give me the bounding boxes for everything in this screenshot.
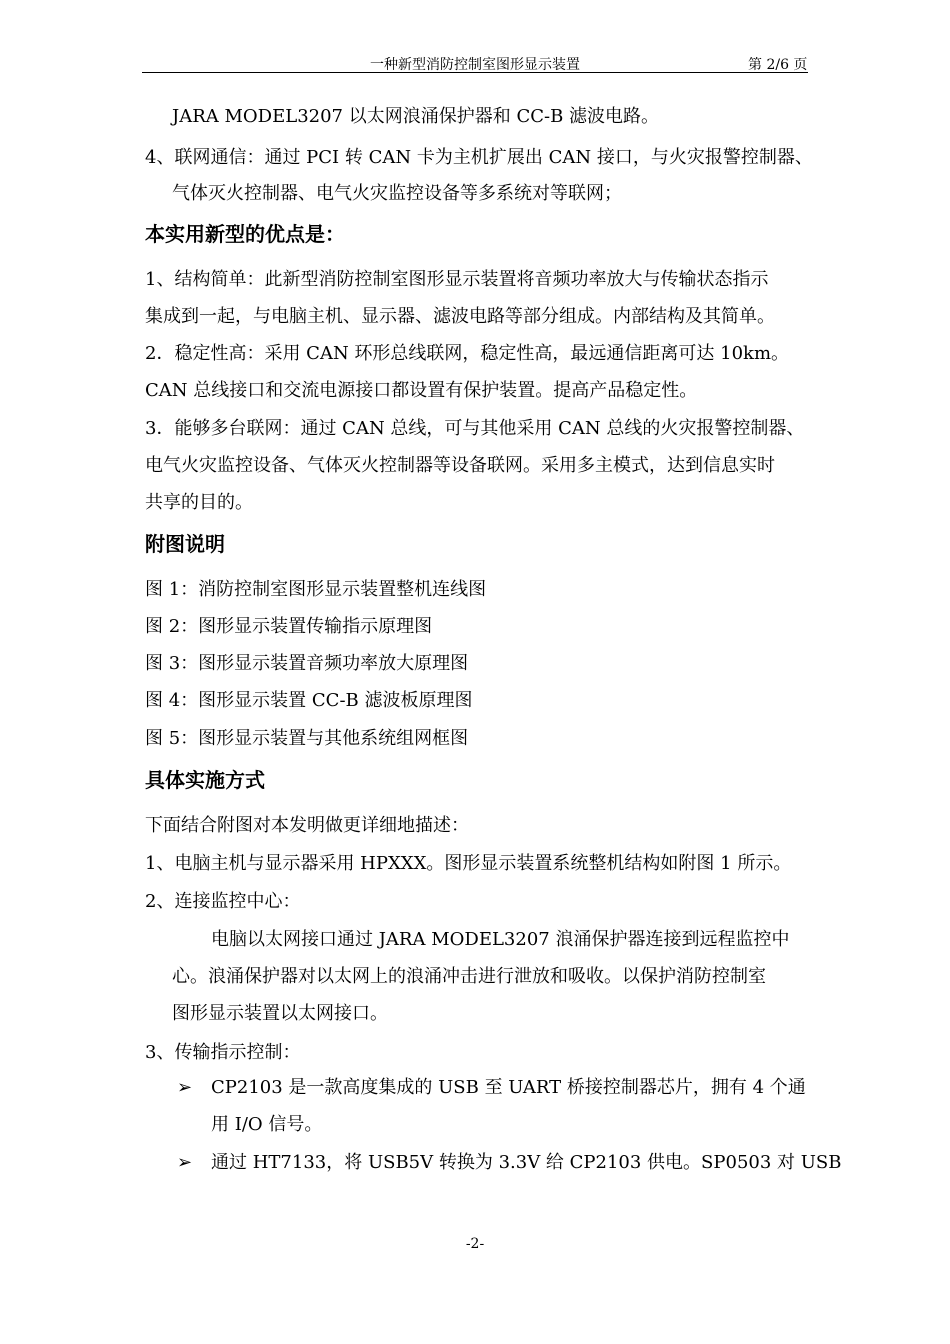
bullet-1-line-1: CP2103 是一款高度集成的 USB 至 UART 桥接控制器芯片，拥有 4 个通 [211,1077,806,1098]
step-2-para-line-2: 心。浪涌保护器对以太网上的浪涌冲击进行泄放和吸收。以保护消防控制室 [172,966,766,987]
advantage-1-line-1: 1、结构简单：此新型消防控制室图形显示装置将音频功率放大与传输状态指示 [145,269,769,290]
implementation-heading: 具体实施方式 [145,768,265,792]
figure-caption-1: 图 1：消防控制室图形显示装置整机连线图 [145,579,487,600]
step-2-para-line-1: 电脑以太网接口通过 JARA MODEL3207 浪涌保护器连接到远程监控中 [211,929,790,950]
advantages-heading: 本实用新型的优点是： [145,222,345,246]
advantage-3-line-2: 电气火灾监控设备、气体灭火控制器等设备联网。采用多主模式，达到信息实时 [145,455,775,476]
step-2: 2、连接监控中心： [145,891,301,912]
footer-page-number: -2- [465,1236,485,1252]
intro-tail-line: JARA MODEL3207 以太网浪涌保护器和 CC-B 滤波电路。 [172,106,660,127]
step-1: 1、电脑主机与显示器采用 HPXXX。图形显示装置系统整机结构如附图 1 所示。 [145,853,792,874]
figure-caption-3: 图 3：图形显示装置音频功率放大原理图 [145,653,469,674]
header-divider [142,72,808,73]
item4-line-2: 气体灭火控制器、电气火灾监控设备等多系统对等联网； [172,183,622,204]
figures-heading: 附图说明 [145,532,225,556]
implementation-intro: 下面结合附图对本发明做更详细地描述： [145,815,469,836]
item4-line-1: 4、联网通信：通过 PCI 转 CAN 卡为主机扩展出 CAN 接口，与火灾报警控制器、 [145,147,813,168]
figure-caption-2: 图 2：图形显示装置传输指示原理图 [145,616,433,637]
header-page-number: 第 2/6 页 [748,57,808,73]
figure-caption-5: 图 5：图形显示装置与其他系统组网框图 [145,728,469,749]
bullet-1-line-2: 用 I/O 信号。 [211,1114,323,1135]
bullet-arrow-icon: ➢ [177,1077,193,1098]
step-2-para-line-3: 图形显示装置以太网接口。 [172,1003,388,1024]
advantage-2-line-2: CAN 总线接口和交流电源接口都设置有保护装置。提高产品稳定性。 [145,380,698,401]
bullet-2-line-1: 通过 HT7133，将 USB5V 转换为 3.3V 给 CP2103 供电。SP0503 对 USB [211,1152,842,1173]
advantage-3-line-3: 共享的目的。 [145,492,253,513]
header-title: 一种新型消防控制室图形显示装置 [370,57,580,73]
bullet-arrow-icon: ➢ [177,1152,193,1173]
advantage-3-line-1: 3．能够多台联网：通过 CAN 总线，可与其他采用 CAN 总线的火灾报警控制器、 [145,418,805,439]
step-3: 3、传输指示控制： [145,1042,301,1063]
figure-caption-4: 图 4：图形显示装置 CC-B 滤波板原理图 [145,690,473,711]
advantage-2-line-1: 2．稳定性高：采用 CAN 环形总线联网，稳定性高，最远通信距离可达 10km。 [145,343,790,364]
advantage-1-line-2: 集成到一起，与电脑主机、显示器、滤波电路等部分组成。内部结构及其简单。 [145,306,775,327]
